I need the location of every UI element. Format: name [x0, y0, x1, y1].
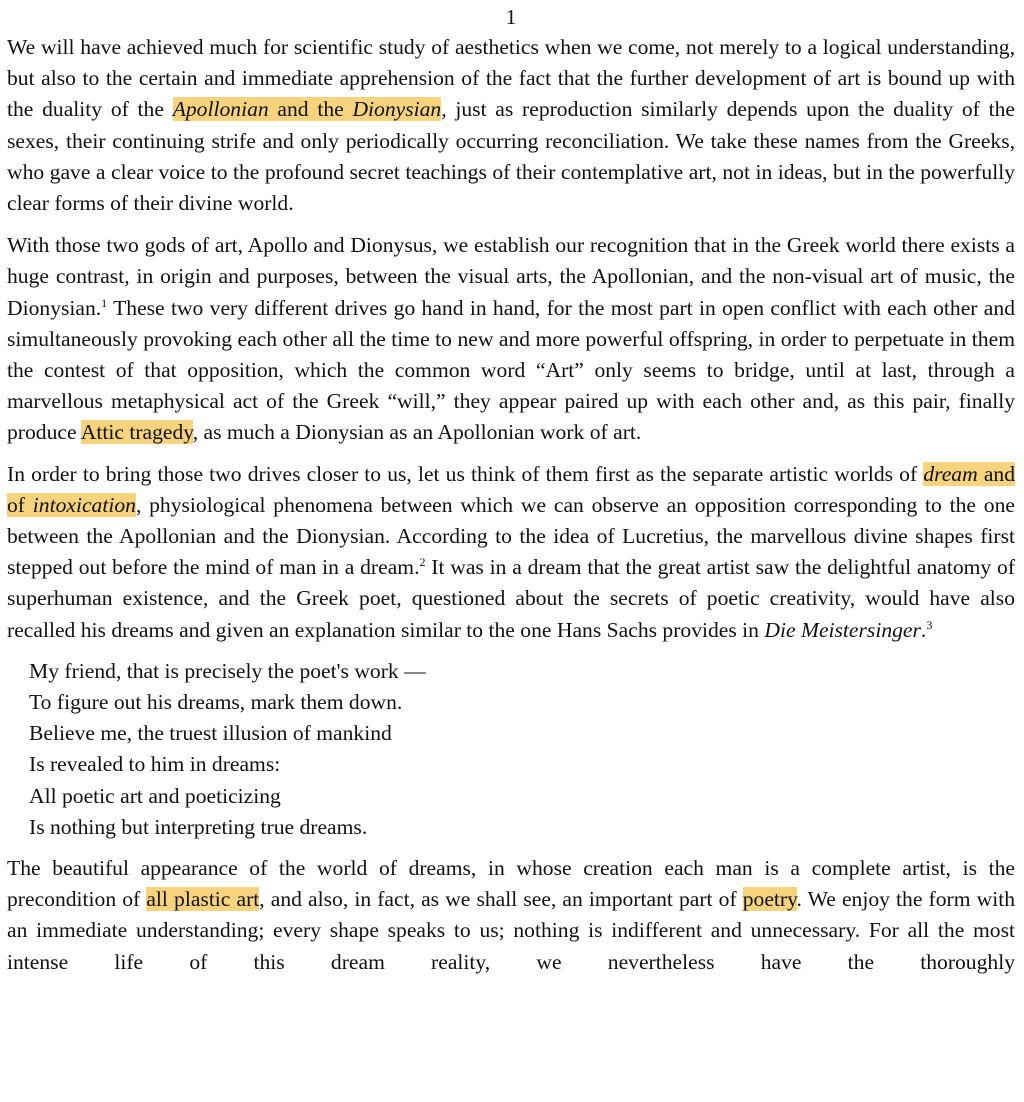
- footnote-ref-3[interactable]: 3: [926, 617, 933, 632]
- footnote-ref-2[interactable]: 2: [419, 555, 426, 570]
- verse-line: To figure out his dreams, mark them down.: [29, 690, 403, 715]
- verse-line: My friend, that is precisely the poet's work —: [29, 658, 426, 683]
- highlight-plastic-art[interactable]: all plastic art: [146, 887, 260, 912]
- highlight-poetry[interactable]: poetry: [742, 887, 797, 912]
- highlight-apollonian-dionysian[interactable]: Apollonian and the Dionysian: [172, 97, 442, 122]
- page-number: 1: [505, 5, 517, 29]
- paragraph-1: We will have achieved much for scientific study of aesthetics when we come, not merely to a logical understanding, but also to the certain and immediate apprehension of the fact that the further development of art is bound up with the duality of the Apollonian and the Dionysian, just as reproduction similarly depends upon the duality of the sexes, their continuing strife and only periodically occurring reconciliation. We take these names from the Greeks, who gave a clear voice to the profound secret teachings of their contemplative art, not in ideas, but in the powerfully clear forms of their divine world.: [7, 35, 1015, 216]
- paragraph-4: The beautiful appearance of the world of dreams, in whose creation each man is a complete artist, is the precondition of all plastic art, and also, in fact, as we shall see, an important part of poetry. We enjoy the form with an immediate understanding; every shape speaks to us; nothing is indifferent and unnecessary. For all the most intense life of this dream reality, we nevertheless have the thoroughly: [7, 855, 1015, 974]
- work-title: Die Meistersinger: [764, 617, 921, 642]
- footnote-ref-1[interactable]: 1: [101, 295, 108, 310]
- verse-quotation: [29, 656, 1015, 843]
- highlight-attic-tragedy[interactable]: Attic tragedy: [80, 420, 193, 445]
- paragraph-2: With those two gods of art, Apollo and Dionysus, we establish our recognition that in the Greek world there exists a huge contrast, in origin and purposes, between the visual arts, the Apollonian, and the non-visual art of music, the Dionysian.$^1$ These two very different drives go hand in hand, for the most part in open conflict with each other and simultaneously provoking each other all the time to new and more powerful offspring, in order to perpetuate in them the contest of that opposition, which the common word “Art” only seems to bridge, until at last, through a marvellous metaphysical act of the Greek “will,” they appear paired up with each other and, as this pair, finally produce Attic tragedy, as much a Dionysian as an Apollonian work of art.: [7, 233, 1015, 445]
- verse-line: Believe me, the truest illusion of mankind: [29, 721, 392, 746]
- document-page: [7, 0, 1015, 990]
- highlight-dream-intoxication[interactable]: dream and of intoxication: [7, 461, 1015, 517]
- verse-line: All poetic art and poeticizing: [29, 783, 281, 808]
- verse-line: Is revealed to him in dreams:: [29, 752, 281, 777]
- verse-line: Is nothing but interpreting true dreams.: [29, 814, 368, 839]
- paragraph-3: In order to bring those two drives closer to us, let us think of them first as the separate artistic worlds of dream and of intoxication, physiological phenomena between which we can observe an opposition corresponding to the one between the Apollonian and the Dionysian. According to the idea of Lucretius, the marvellous divine shapes first stepped out before the mind of man in a dream.$^2$ It was in a dream that the great artist saw the delightful anatomy of superhuman existence, and the Greek poet, questioned about the secrets of poetic creativity, would have also recalled his dreams and given an explanation similar to the one Hans Sachs provides in Die Meistersinger.$^3$: [7, 461, 1016, 642]
